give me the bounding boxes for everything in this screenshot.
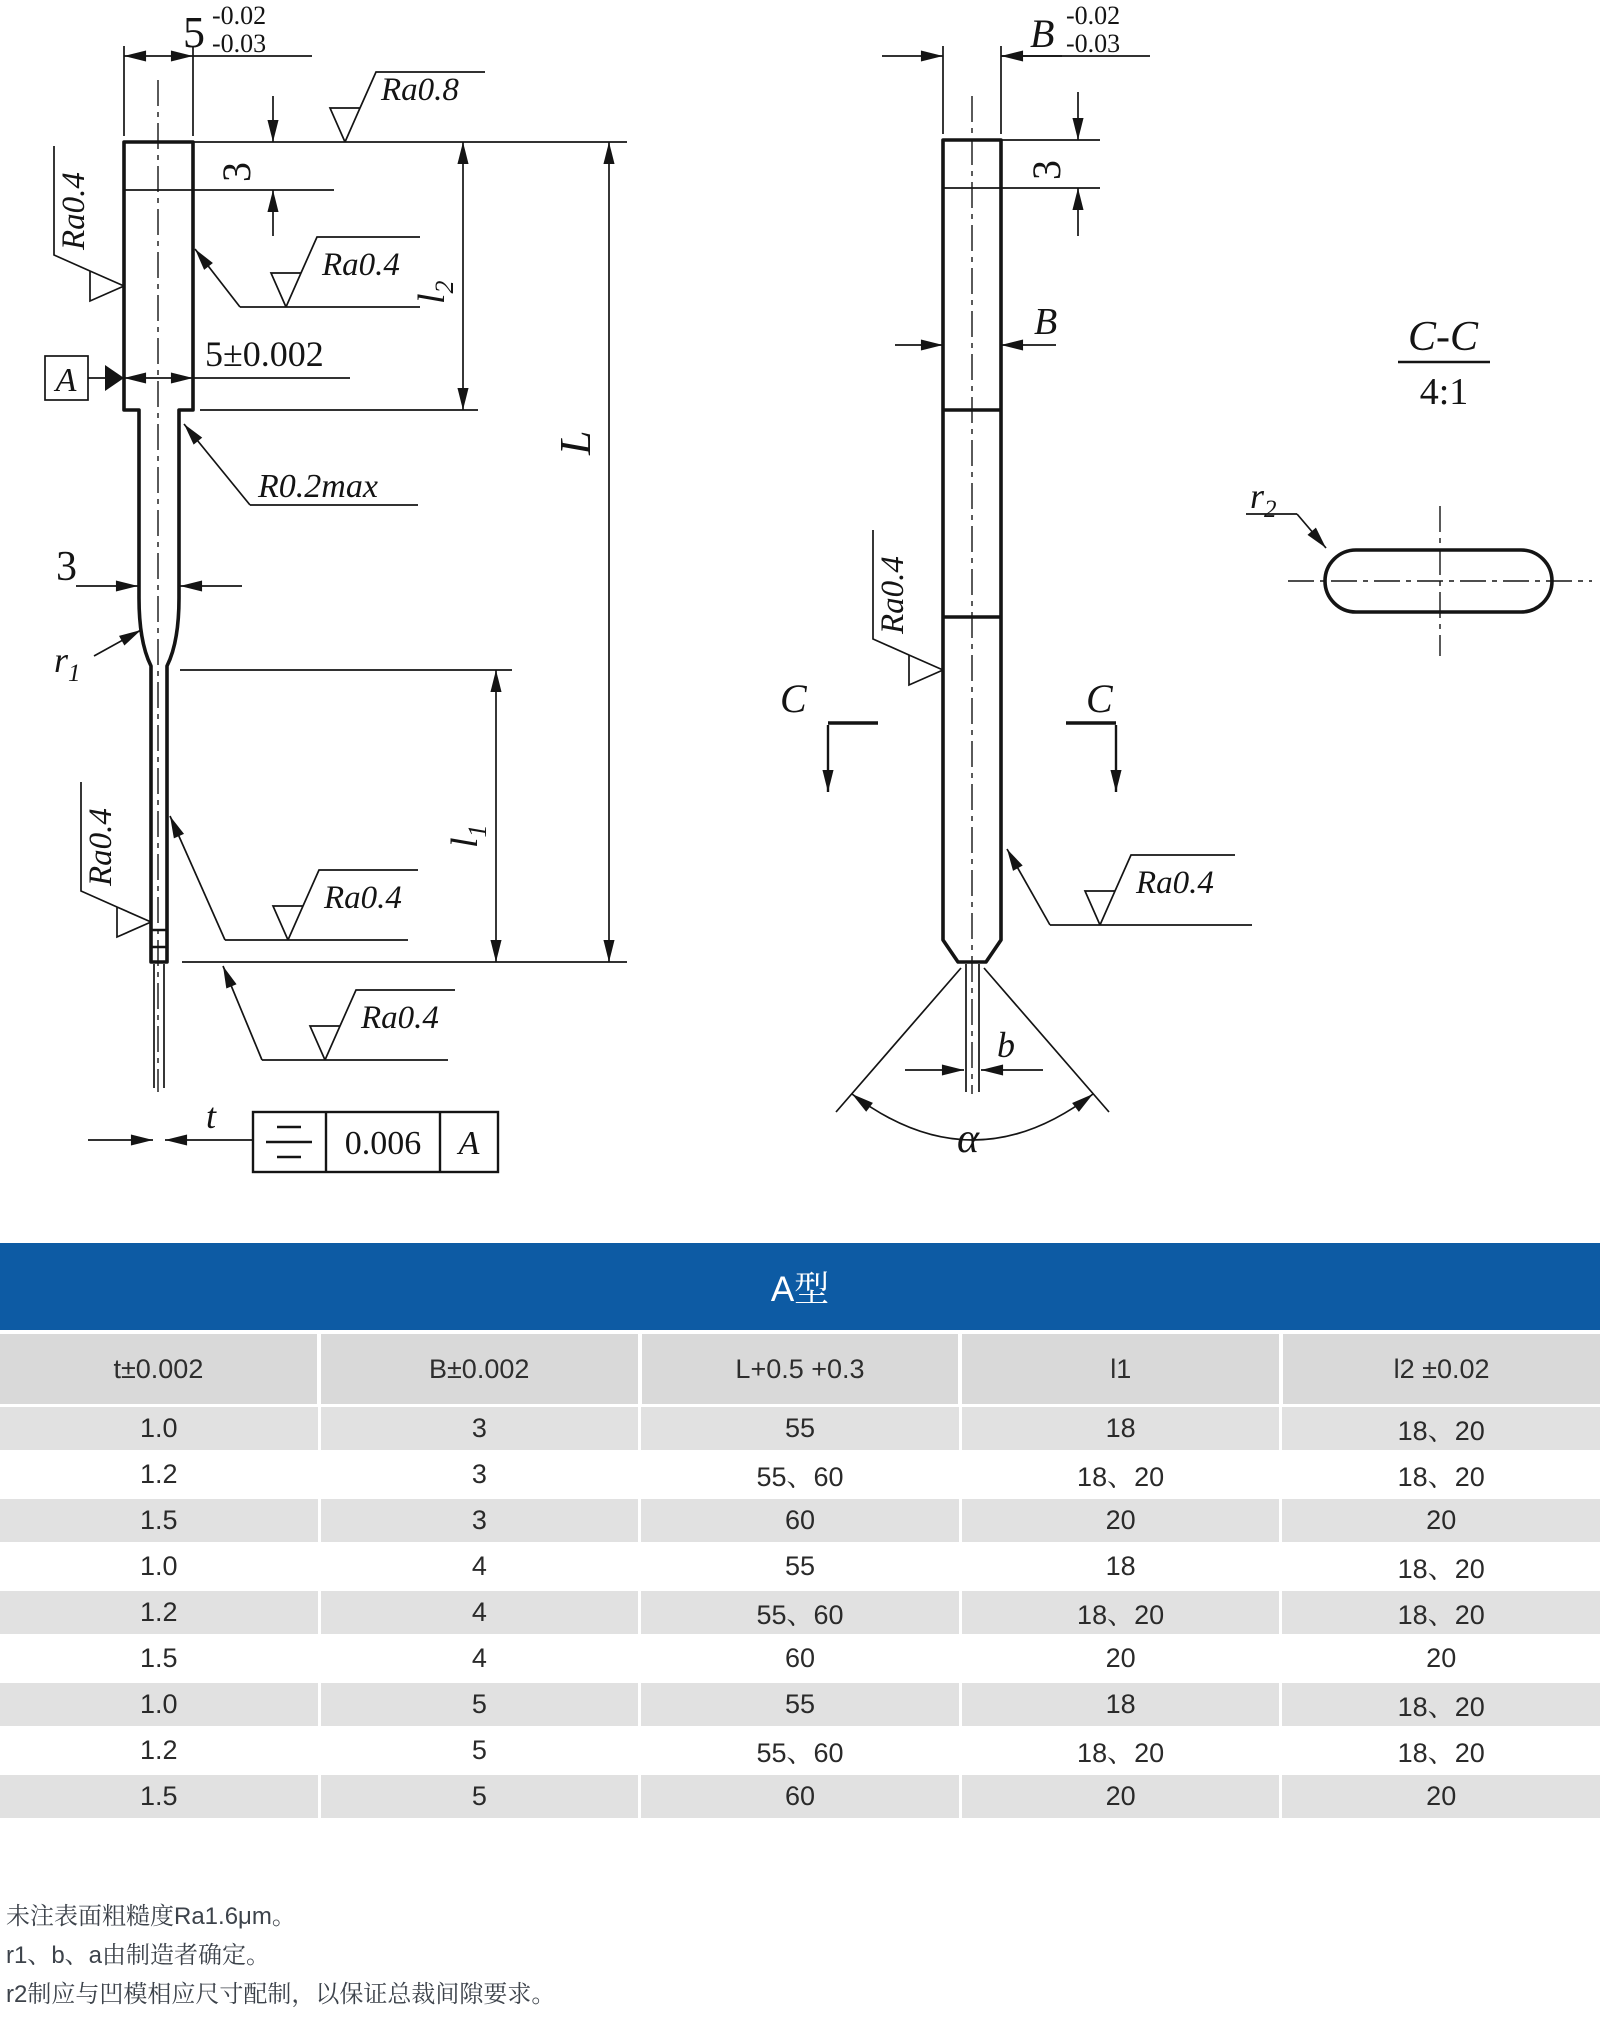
column-header-t: t±0.002: [0, 1334, 317, 1404]
roughness-ra04-bottom: [223, 966, 455, 1060]
r2-subscript: 2: [1264, 496, 1277, 523]
front-view-drawing: [45, 1, 627, 1172]
alpha-label: α: [957, 1116, 980, 1162]
cell-t: 1.0: [0, 1545, 318, 1588]
roughness-ra04-label: Ra0.4: [1136, 865, 1214, 901]
cell-l2: 20: [1282, 1499, 1600, 1542]
section-cut-left: [780, 676, 878, 792]
column-header-l2: l2 ±0.02: [1283, 1334, 1600, 1404]
section-title: C-C: [1407, 314, 1479, 360]
cell-l2: 18、20: [1282, 1545, 1600, 1588]
cell-l1: 18、20: [962, 1729, 1280, 1772]
cell-L: 55、60: [641, 1591, 959, 1634]
r02max-label: R0.2max: [258, 468, 378, 505]
l2-subscript: 2: [430, 280, 459, 294]
cell-l2: 18、20: [1282, 1591, 1600, 1634]
section-centerlines: [1288, 506, 1592, 656]
cell-L: 60: [641, 1499, 959, 1542]
column-header-l1: l1: [962, 1334, 1279, 1404]
cell-l2: 18、20: [1282, 1453, 1600, 1496]
r1-label: [54, 640, 81, 687]
cell-t: 1.0: [0, 1407, 318, 1450]
dim-5-lower-tol: -0.03: [212, 29, 267, 58]
column-header-L: L+0.5 +0.3: [642, 1334, 959, 1404]
table-row: [0, 1775, 1600, 1818]
l1-label: [444, 824, 492, 848]
l2-letter: l: [411, 293, 453, 304]
cell-t: 1.5: [0, 1775, 318, 1818]
tolerance-frame: [253, 1112, 498, 1172]
dimension-t: [88, 1096, 253, 1140]
spec-table: [0, 1243, 1600, 1818]
b-label: b: [997, 1025, 1015, 1065]
cell-B: 4: [321, 1545, 639, 1588]
table-row: [0, 1683, 1600, 1726]
tip-extension-lines: [154, 964, 164, 1088]
tip-segment-lines: [151, 930, 167, 947]
r1-letter: r: [54, 640, 69, 680]
cell-l2: 18、20: [1282, 1407, 1600, 1450]
dim-B-value: B: [1030, 11, 1055, 56]
section-letter: C: [780, 676, 807, 721]
cell-L: 55、60: [641, 1729, 959, 1772]
cell-B: 4: [321, 1591, 639, 1634]
t-label: t: [206, 1096, 217, 1136]
cell-l1: 20: [962, 1637, 1280, 1680]
roughness-ra04-label: Ra0.4: [361, 1000, 439, 1036]
roughness-ra04-label: Ra0.4: [875, 556, 911, 634]
cell-l1: 18: [962, 1545, 1280, 1588]
note-line: r2制应与凹模相应尺寸配制，以保证总裁间隙要求。: [6, 1981, 556, 2008]
cell-L: 60: [641, 1637, 959, 1680]
datum-a-flag: [45, 356, 124, 400]
l1-letter: l: [444, 837, 486, 848]
side-view-drawing: [780, 1, 1252, 1162]
roughness-ra04-blade-right: [170, 816, 418, 940]
cell-t: 1.2: [0, 1591, 318, 1634]
tolerance-value: 0.006: [344, 1125, 422, 1162]
roughness-ra04-label: Ra0.4: [322, 247, 400, 283]
dimension-B-mid: [895, 301, 1057, 345]
dim-B-upper-tol: -0.02: [1066, 1, 1121, 30]
cell-B: 3: [321, 1499, 639, 1542]
cell-l1: 18、20: [962, 1453, 1280, 1496]
cell-L: 60: [641, 1775, 959, 1818]
roughness-ra04-blade-left: [81, 782, 151, 937]
cell-L: 55: [641, 1545, 959, 1588]
dimension-l1: [444, 670, 496, 962]
cell-B: 3: [321, 1453, 639, 1496]
tolerance-datum: A: [458, 1125, 480, 1162]
roughness-ra04-side-left: [873, 530, 943, 685]
cell-l2: 18、20: [1282, 1729, 1600, 1772]
r2-letter: r: [1250, 476, 1265, 516]
dimension-width-3-mid: [56, 544, 242, 590]
r2-label: [1250, 476, 1277, 523]
dimension-b: [905, 1025, 1043, 1070]
cell-l2: 20: [1282, 1775, 1600, 1818]
L-label: L: [551, 430, 600, 455]
section-letter: C: [1086, 676, 1113, 721]
roughness-ra04-head-right: [195, 237, 420, 307]
table-row: [0, 1591, 1600, 1634]
table-row: [0, 1729, 1600, 1772]
r1-subscript: 1: [68, 660, 81, 687]
roughness-ra08-symbol: [330, 72, 485, 142]
roughness-ra04-label: Ra0.4: [324, 880, 402, 916]
section-cc-detail: [1246, 314, 1592, 656]
radius-r02max-note: [184, 424, 418, 505]
dimension-depth-3-top: [193, 96, 334, 236]
roughness-ra04-head-left: [54, 146, 124, 301]
cell-t: 1.5: [0, 1499, 318, 1542]
cell-l1: 18: [962, 1683, 1280, 1726]
radius-r2-note: [1246, 476, 1326, 548]
cell-l1: 18、20: [962, 1591, 1280, 1634]
cell-L: 55: [641, 1683, 959, 1726]
table-row: [0, 1637, 1600, 1680]
dimension-L: [551, 142, 609, 962]
section-cut-right: [1066, 676, 1116, 792]
cell-B: 5: [321, 1775, 639, 1818]
column-header-B: B±0.002: [321, 1334, 638, 1404]
dim-5-upper-tol: -0.02: [212, 1, 267, 30]
dim-3-value: 3: [214, 162, 259, 182]
l1-subscript: 1: [463, 824, 492, 838]
roughness-ra04-label: Ra0.4: [83, 808, 119, 886]
dim-B-label: B: [1034, 301, 1058, 343]
dimension-l2: [411, 142, 463, 410]
dimension-depth-3-side: [1001, 92, 1100, 236]
table-header-row: [0, 1334, 1600, 1404]
dim-5-value: 5: [183, 8, 205, 57]
cell-B: 5: [321, 1683, 639, 1726]
cell-L: 55: [641, 1407, 959, 1450]
note-line: 未注表面粗糙度Ra1.6μm。: [6, 1903, 296, 1930]
table-row: [0, 1453, 1600, 1496]
dim-3-value: 3: [56, 544, 77, 590]
footnotes: [6, 1904, 555, 2021]
cell-l2: 20: [1282, 1637, 1600, 1680]
cell-B: 5: [321, 1729, 639, 1772]
table-title: A型: [0, 1243, 1600, 1330]
dimension-B-top: [882, 1, 1150, 134]
dim-B-lower-tol: -0.03: [1066, 29, 1121, 58]
cell-t: 1.2: [0, 1453, 318, 1496]
cell-l1: 20: [962, 1499, 1280, 1542]
cell-t: 1.5: [0, 1637, 318, 1680]
cell-B: 4: [321, 1637, 639, 1680]
table-row: [0, 1499, 1600, 1542]
dim-5tol-value: 5±0.002: [205, 334, 324, 374]
cell-t: 1.0: [0, 1683, 318, 1726]
tip-extension-lines: [966, 964, 979, 1092]
note-line: r1、b、a由制造者确定。: [6, 1942, 271, 1969]
roughness-ra04-label: Ra0.4: [56, 172, 92, 250]
table-row: [0, 1545, 1600, 1588]
cell-L: 55、60: [641, 1453, 959, 1496]
datum-a-letter: A: [55, 362, 77, 399]
roughness-ra04-side-right: [1007, 849, 1252, 925]
table-row: [0, 1407, 1600, 1450]
roughness-ra08-label: Ra0.8: [381, 72, 459, 108]
section-scale: 4:1: [1419, 371, 1469, 413]
dimension-width-5: [124, 1, 312, 136]
radius-r1-note: [54, 630, 141, 687]
cell-t: 1.2: [0, 1729, 318, 1772]
dim-3-value: 3: [1024, 160, 1069, 180]
cell-l1: 20: [962, 1775, 1280, 1818]
symmetry-symbol-icon: [266, 1127, 312, 1157]
cell-B: 3: [321, 1407, 639, 1450]
cell-l1: 18: [962, 1407, 1280, 1450]
l2-label: [411, 280, 459, 304]
cell-l2: 18、20: [1282, 1683, 1600, 1726]
